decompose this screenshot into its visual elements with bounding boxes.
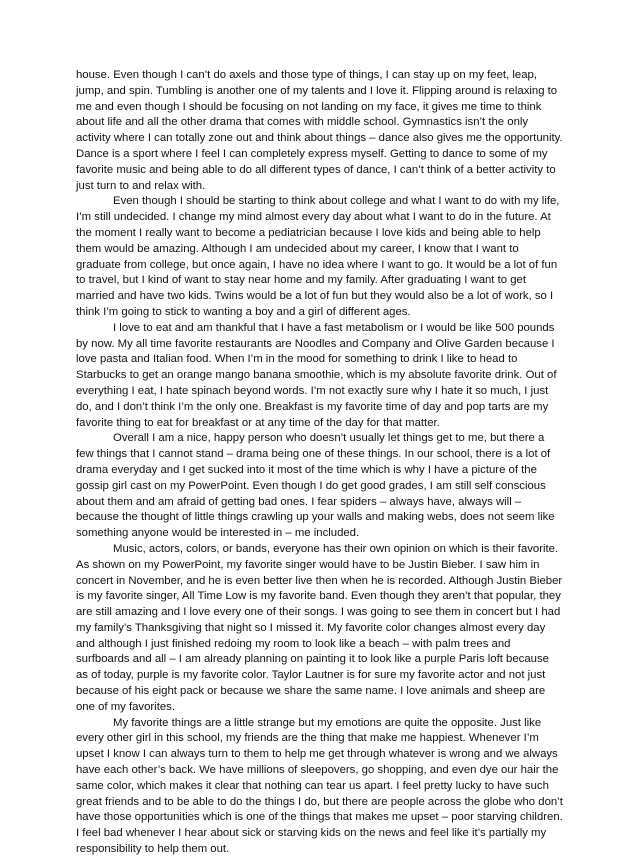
paragraph-college: Even though I should be starting to think about college and what I want to do with my life, I’m still undecided. I change my mind almost every day about what I want to do in the future. At the moment I really want to become a pediatrician because I love kids and being able to help them would be amazing. Although I am undecided about my career, I know that I want to graduate from college, but once again, I have no idea where I want to go. It would be a lot of fun to travel, but I kind of want to stay near home and my family. After graduating I want to get married and have two kids. Twins would be a lot of fun but they would also be a lot of work, so I think I’m going to stick to wanting a boy and a girl of different ages. [76,195,560,318]
paragraph-friends: My favorite things are a little strange but my emotions are quite the opposite. Just like every other girl in this school, my friends are the thing that make me happiest. Whenever I’m upset I know I can always turn to them to help me get through whatever is wrong and we always have each other’s back. We have millions of sleepovers, go shopping, and even dye our hair the same color, which makes it clear that nothing can tear us apart. I feel pretty lucky to have such great friends and to be able to do the things I do, but there are people across the globe who don’t have those opportunities which is one of the things that makes me upset – poor starving children. I feel bad whenever I hear about sick or starving kids on the news and feel like it’s partially my responsibility to help them out. [76,716,563,856]
paragraph-fears: Overall I am a nice, happy person who doesn’t usually let things get to me, but there a few things that I cannot stand – drama being one of these things. In our school, there is a lot of drama everyday and I get sucked into it most of the time which is why I have a picture of the gossip girl cast on my PowerPoint. Even though I do get good grades, I am still self conscious about them and am afraid of getting bad ones. I fear spiders – always have, always will – because the thought of little things crawling up your walls and making webs, does not seem like something anyone would be interested in – me included. [76,432,555,540]
paragraph-continued: house. Even though I can’t do axels and those type of things, I can stay up on my feet, leap, jump, and spin. Tumbling is another one of my talents and I love it. Flipping around is relaxing to me and even though I should be focusing on not landing on my face, it gives me time to think about life and all the other drama that comes with middle school. Gymnastics isn’t the only activity where I can totally zone out and think about things – dance also gives me the opportunity. Dance is a sport where I feel I can completely express myself. Getting to dance to some of my favorite music and being able to do all different types of dance, I can’t think of a better activity to just turn to and relax with. [76,69,563,192]
document-page [76,68,564,858]
paragraph-food: I love to eat and am thankful that I have a fast metabolism or I would be like 500 pounds by now. My all time favorite restaurants are Noodles and Company and Olive Garden because I love pasta and Italian food. When I’m in the mood for something to drink I like to head to Starbucks to get an orange mango banana smoothie, which is my absolute favorite drink. Out of everything I eat, I hate spinach beyond words. I’m not exactly sure why I hate it so much, I just do, and I don’t think I’m the only one. Breakfast is my favorite time of day and pop tarts are my favorite thing to eat for breakfast or at any time of the day for that matter. [76,321,557,429]
paragraph-favorites: Music, actors, colors, or bands, everyone has their own opinion on which is their favorite. As shown on my PowerPoint, my favorite singer would have to be Justin Bieber. I saw him in concert in November, and he is even better live then when he is recorded. Although Justin Bieber is my favorite singer, All Time Low is my favorite band. Even though they aren’t that popular, they are still amazing and I love every one of their songs. I was going to see them in concert but I had my family’s Thanksgiving that night so I missed it. My favorite color changes almost every day and although I just finished redoing my room to look like a beach – with palm trees and surfboards and all – I am already planning on painting it to look like a purple Paris loft because as of today, purple is my favorite color. Taylor Lautner is for sure my favorite actor and not just because of his eight pack or because we share the same name. I love animals and sheep are one of my favorites. [76,542,563,713]
